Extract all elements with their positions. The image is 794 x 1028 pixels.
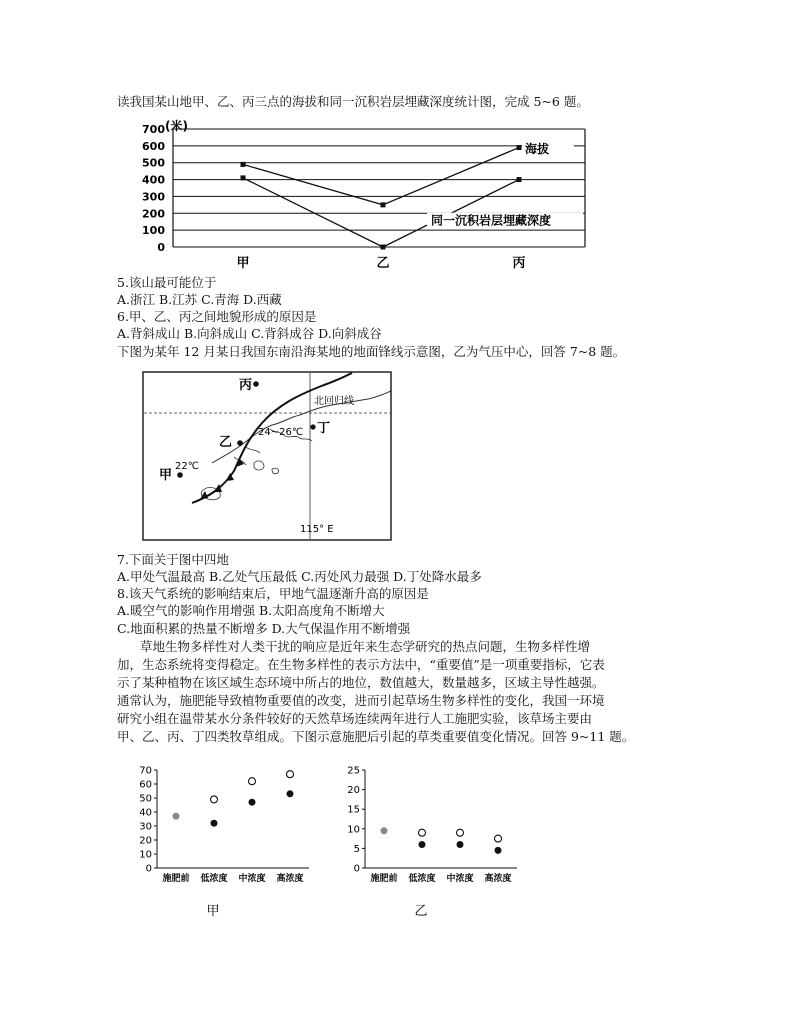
- series-line: [243, 178, 519, 247]
- y-tick-label: 30: [139, 821, 152, 833]
- q8-options-1: A.暖空气的影响作用增强 B.太阳高度角不断增大: [117, 603, 385, 618]
- filled-point: [419, 841, 426, 848]
- q5-options: A.浙江 B.江苏 C.青海 D.西藏: [117, 292, 282, 307]
- x-tick-label: 甲: [236, 256, 250, 271]
- series-label: 同一沉积岩层埋藏深度: [431, 213, 552, 228]
- q8-stem: 8.该天气系统的影响结束后，甲地气温逐渐升高的原因是: [117, 586, 429, 601]
- data-point: [241, 162, 246, 167]
- y-tick-label: 100: [142, 224, 165, 238]
- passage-line: 研究小组在温带某水分条件较好的天然草场连续两年进行人工施肥实验，该草场主要由: [117, 711, 593, 726]
- data-point: [381, 202, 386, 207]
- point-yi: [237, 440, 243, 446]
- x-tick-label: 中浓度: [238, 874, 266, 884]
- open-point: [211, 796, 218, 803]
- y-tick-label: 10: [139, 849, 152, 861]
- filled-point: [249, 799, 256, 806]
- y-tick-label: 600: [142, 139, 165, 153]
- y-tick-label: 700: [142, 123, 165, 136]
- y-tick-label: 50: [139, 793, 152, 805]
- unit-label: (米): [165, 119, 188, 133]
- filled-point: [457, 841, 464, 848]
- open-point: [287, 771, 294, 778]
- data-point: [517, 145, 522, 150]
- x-tick-label: 高浓度: [276, 874, 304, 884]
- data-point: [517, 177, 522, 182]
- passage-line: 示了某种植物在该区域生态环境中所占的地位，数值越大，数量越多，区域主导性越强。: [117, 675, 605, 690]
- label-temp-yi: 24~26℃: [258, 427, 304, 438]
- data-point: [381, 245, 386, 250]
- chart-caption: 乙: [414, 904, 428, 919]
- y-tick-label: 40: [139, 807, 152, 819]
- chart-caption: 甲: [206, 904, 220, 919]
- x-tick-label: 中浓度: [446, 874, 474, 884]
- q7-stem: 7.下面关于图中四地: [117, 552, 229, 567]
- x-tick-label: 低浓度: [200, 874, 228, 884]
- y-tick-label: 5: [353, 843, 360, 855]
- y-tick-label: 60: [139, 779, 152, 791]
- label-temp-jia: 22℃: [175, 461, 199, 472]
- open-point: [419, 829, 426, 836]
- y-tick-label: 25: [347, 765, 360, 777]
- q6-options: A.背斜成山 B.向斜成山 C.背斜成谷 D.向斜成谷: [117, 326, 382, 341]
- series-label: 海拔: [525, 142, 550, 157]
- before-point: [381, 827, 388, 834]
- y-tick-label: 20: [139, 835, 152, 847]
- point-ding: [310, 424, 315, 429]
- intro-7-8: 下图为某年 12 月某日我国东南沿海某地的地面锋线示意图，乙为气压中心，回答 7~8 题。: [117, 344, 626, 359]
- y-tick-label: 400: [142, 173, 165, 187]
- passage-line: 草地生物多样性对人类干扰的响应是近年来生态学研究的热点问题，生物多样性增: [140, 639, 591, 654]
- importance-chart-jia: [115, 758, 330, 920]
- x-tick-label: 低浓度: [408, 874, 436, 884]
- point-bing: [253, 381, 259, 387]
- y-tick-label: 500: [142, 156, 165, 170]
- open-point: [249, 778, 256, 785]
- passage-line: 加，生态系统将变得稳定。在生物多样性的表示方法中，“重要值”是一项重要指标，它表: [117, 657, 605, 672]
- x-tick-label: 乙: [376, 256, 390, 271]
- y-tick-label: 0: [157, 241, 165, 254]
- label-ding: 丁: [317, 421, 331, 436]
- intro-5-6: 读我国某山地甲、乙、丙三点的海拔和同一沉积岩层埋藏深度统计图，完成 5~6 题。: [117, 94, 589, 109]
- before-point: [173, 813, 180, 820]
- front-map: [142, 371, 392, 541]
- y-tick-label: 10: [347, 824, 360, 836]
- q5-stem: 5.该山最可能位于: [117, 275, 217, 290]
- x-tick-label: 高浓度: [484, 874, 512, 884]
- filled-point: [211, 820, 218, 827]
- label-tropic: 北回归线: [314, 396, 354, 407]
- x-tick-label: 丙: [512, 256, 526, 271]
- open-point: [495, 835, 502, 842]
- label-jia: 甲: [159, 468, 173, 483]
- passage-line: 甲、乙、丙、丁四类牧草组成。下图示意施肥后引起的草类重要值变化情况。回答 9~11 题。: [117, 729, 635, 744]
- x-tick-label: 施肥前: [162, 874, 190, 884]
- y-tick-label: 300: [142, 190, 165, 204]
- passage-line: 通常认为，施肥能导致植物重要值的改变，进而引起草场生物多样性的变化，我国一环境: [117, 693, 605, 708]
- y-tick-label: 0: [145, 863, 152, 875]
- y-tick-label: 20: [347, 785, 360, 797]
- importance-chart-yi: [335, 758, 535, 920]
- q6-stem: 6.甲、乙、丙之间地貌形成的原因是: [117, 309, 317, 324]
- q8-options-2: C.地面积累的热量不断增多 D.大气保温作用不断增强: [117, 621, 411, 636]
- open-point: [457, 829, 464, 836]
- y-tick-label: 15: [347, 804, 360, 816]
- elevation-depth-chart: [115, 112, 655, 274]
- q7-options: A.甲处气温最高 B.乙处气压最低 C.丙处风力最强 D.丁处降水最多: [117, 569, 482, 584]
- x-tick-label: 施肥前: [370, 874, 398, 884]
- label-yi: 乙: [219, 435, 233, 450]
- data-point: [241, 175, 246, 180]
- y-tick-label: 200: [142, 207, 165, 221]
- filled-point: [287, 790, 294, 797]
- filled-point: [495, 847, 502, 854]
- label-bing: 丙: [239, 378, 253, 393]
- point-jia: [177, 472, 183, 478]
- y-tick-label: 0: [353, 863, 360, 875]
- label-meridian: 115° E: [300, 524, 334, 535]
- y-tick-label: 70: [139, 765, 152, 777]
